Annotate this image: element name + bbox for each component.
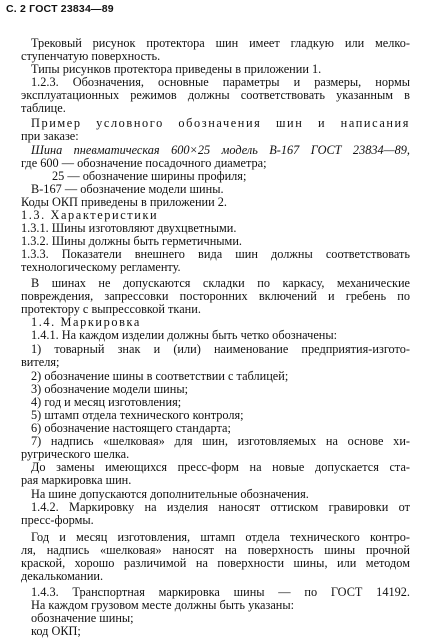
list-item: 7) надпись «шелковая» для шин, изготовляемых на основе хи-: [31, 434, 410, 448]
text-line: ругрического шелка.: [21, 447, 130, 461]
example-heading: Пример условного обозначения шин и написания: [31, 116, 410, 130]
list-item: 5) штамп отдела технического контроля;: [31, 408, 244, 422]
text-line: рая маркировка шин.: [21, 473, 132, 487]
text-line: ступенчатую поверхность.: [21, 49, 161, 63]
list-item: 6) обозначение настоящего стандарта;: [31, 421, 231, 435]
text-line: В-167 — обозначение модели шины.: [31, 182, 224, 196]
text-line: 1.2.3. Обозначения, основные параметры и размеры, нормы: [31, 75, 410, 89]
text-line: До замены имеющихся пресс-форм на новые допускается ста-: [31, 460, 410, 474]
list-item: 2) обозначение шины в соответствии с таблицей;: [31, 369, 289, 383]
text-line: В шинах не допускаются складки по каркасу, механические: [31, 276, 410, 290]
list-item: 1) товарный знак и (или) наименование предприятия-изгото-: [31, 342, 410, 356]
text-line: протектору с выпрессовкой ткани.: [21, 302, 201, 316]
list-item: 3) обозначение модели шины;: [31, 382, 189, 396]
text-line: Типы рисунков протектора приведены в приложении 1.: [31, 62, 322, 76]
text-line: технологическому регламенту.: [21, 260, 181, 274]
text-line: 1.3.3. Показатели внешнего вида шин должны соответствовать: [21, 247, 410, 261]
text-line: краской, хорошо различимой на поверхности шины, или методом: [21, 556, 410, 570]
section-heading: 1.3. Характеристики: [21, 208, 159, 222]
text-line: 1.3.1. Шины изготовляют двухцветными.: [21, 221, 237, 235]
list-item: 4) год и месяц изготовления;: [31, 395, 182, 409]
text-line: где 600 — обозначение посадочного диаметра;: [21, 156, 267, 170]
text-line: На каждом грузовом месте должны быть указаны:: [31, 598, 295, 612]
text-line: при заказе:: [21, 129, 79, 143]
designation-example: Шина пневматическая 600×25 модель В-167 ГОСТ 23834—89,: [31, 143, 410, 157]
page-header: С. 2 ГОСТ 23834—89: [6, 3, 114, 15]
text-line: Трековый рисунок протектора шин имеет гладкую или мелко-: [31, 36, 410, 50]
text-line: вителя;: [21, 355, 60, 369]
text-line: Коды ОКП приведены в приложении 2.: [21, 195, 227, 209]
text-line: таблице.: [21, 101, 66, 115]
text-line: пресс-формы.: [21, 513, 94, 527]
text-line: ля, надпись «шелковая» наносят на поверхность шины прочной: [21, 543, 410, 557]
text-line: 1.3.2. Шины должны быть герметичными.: [21, 234, 242, 248]
text-line: 25 — обозначение ширины профиля;: [52, 169, 247, 183]
text-line: повреждения, запрессовки посторонних включений и гребень по: [21, 289, 410, 303]
text-line: обозначение шины;: [31, 611, 134, 625]
text-line: декалькомании.: [21, 569, 104, 583]
text-line: Год и месяц изготовления, штамп отдела технического контро-: [31, 530, 410, 544]
text-line: 1.4.3. Транспортная маркировка шины — по ГОСТ 14192.: [31, 585, 410, 599]
text-line: 1.4.2. Маркировку на изделия наносят оттиском гравировки от: [31, 500, 410, 514]
section-heading: 1.4. Маркировка: [31, 315, 141, 329]
text-line: 1.4.1. На каждом изделии должны быть четко обозначены:: [31, 328, 338, 342]
text-line: код ОКП;: [31, 624, 81, 638]
text-line: На шине допускаются дополнительные обозначения.: [31, 487, 309, 501]
text-line: эксплуатационных режимов должны соответствовать указанным в: [21, 88, 410, 102]
